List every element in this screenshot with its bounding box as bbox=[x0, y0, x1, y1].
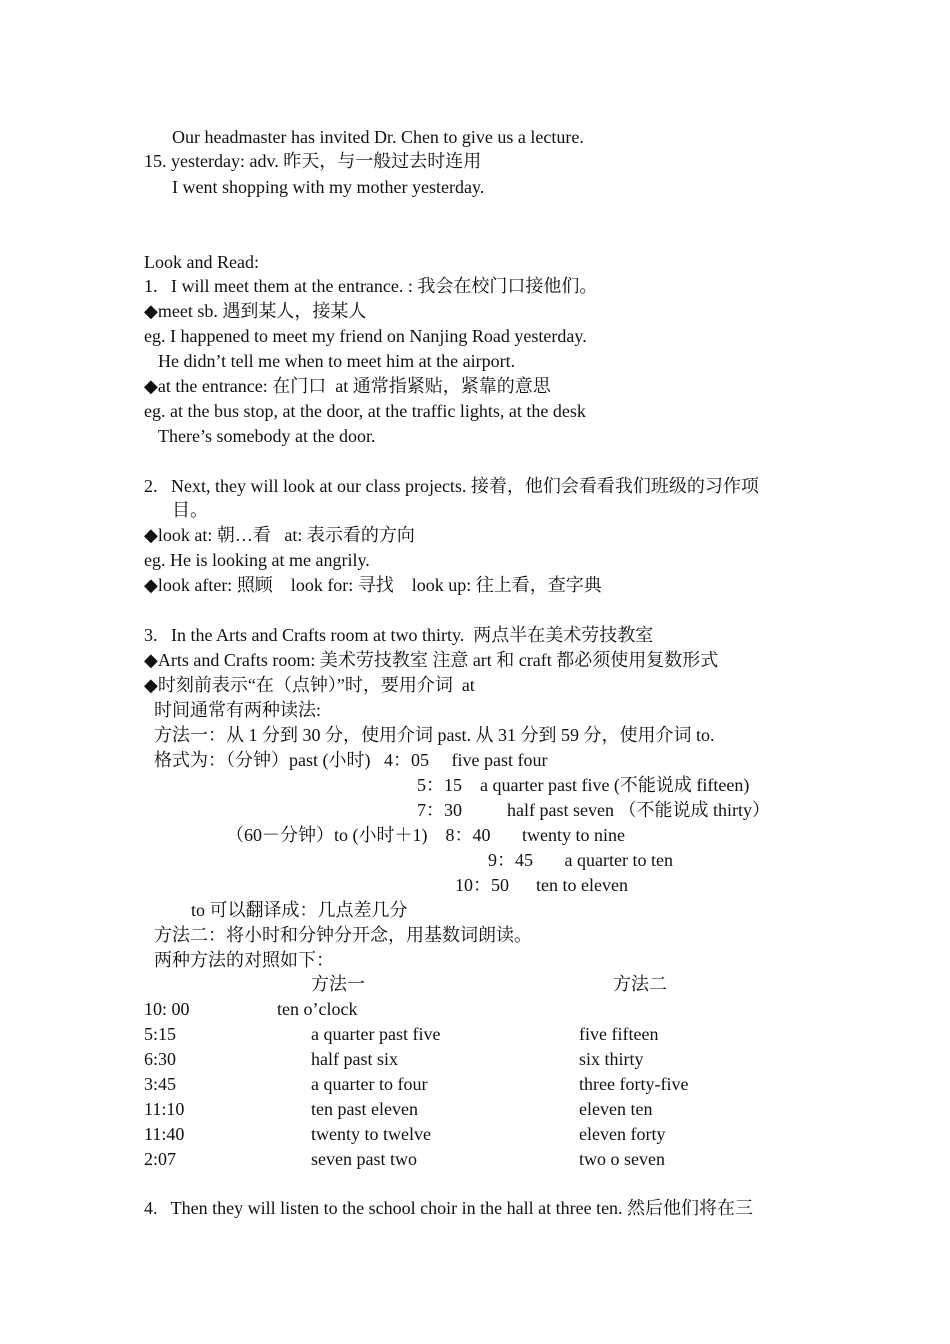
item-1-heading: 1. I will meet them at the entrance. : 我会在校门口接他们。 bbox=[144, 276, 598, 296]
example-sentence: Our headmaster has invited Dr. Chen to give us a lecture. bbox=[172, 127, 584, 147]
method-2-cell: two o seven bbox=[579, 1149, 665, 1169]
time-example: 7：30 half past seven （不能说成 thirty） bbox=[417, 800, 770, 820]
format-to: （60－分钟）to (小时＋1) 8：40 twenty to nine bbox=[226, 825, 625, 845]
column-header-method-1: 方法一 bbox=[311, 974, 365, 994]
method-2-cell: three forty-five bbox=[579, 1074, 689, 1094]
note-line: ◆look at: 朝…看 at: 表示看的方向 bbox=[144, 525, 415, 545]
note-line: to 可以翻译成：几点差几分 bbox=[191, 900, 408, 920]
example-line: eg. I happened to meet my friend on Nanjing Road yesterday. bbox=[144, 326, 587, 346]
item-2-heading: 2. Next, they will look at our class projects. 接着，他们会看看我们班级的习作项 bbox=[144, 476, 759, 496]
time-cell: 6:30 bbox=[144, 1049, 177, 1069]
example-line: eg. at the bus stop, at the door, at the traffic lights, at the desk bbox=[144, 401, 586, 421]
item-3-heading: 3. In the Arts and Crafts room at two thirty. 两点半在美术劳技教室 bbox=[144, 625, 654, 645]
time-example: 9：45 a quarter to ten bbox=[488, 850, 673, 870]
example-sentence: I went shopping with my mother yesterday. bbox=[172, 177, 485, 197]
method-1-cell: seven past two bbox=[311, 1149, 417, 1169]
example-line: There’s somebody at the door. bbox=[158, 426, 376, 446]
method-1-cell: ten past eleven bbox=[311, 1099, 418, 1119]
format-past: 格式为：（分钟）past (小时) 4：05 five past four bbox=[154, 750, 548, 770]
time-example: 10：50 ten to eleven bbox=[455, 875, 628, 895]
time-example: 5：15 a quarter past five (不能说成 fifteen) bbox=[417, 775, 750, 795]
method-2-cell: five fifteen bbox=[579, 1024, 659, 1044]
note-line: ◆meet sb. 遇到某人，接某人 bbox=[144, 301, 367, 321]
item-4-heading: 4. Then they will listen to the school choir in the hall at three ten. 然后他们将在三 bbox=[144, 1198, 754, 1218]
time-cell: 11:40 bbox=[144, 1124, 185, 1144]
example-line: eg. He is looking at me angrily. bbox=[144, 550, 370, 570]
example-line: He didn’t tell me when to meet him at the airport. bbox=[158, 351, 516, 371]
time-cell: 5:15 bbox=[144, 1024, 177, 1044]
time-cell: 10: 00 bbox=[144, 999, 190, 1019]
note-line: ◆at the entrance: 在门口 at 通常指紧贴，紧靠的意思 bbox=[144, 376, 551, 396]
item-2-heading-cont: 目。 bbox=[172, 500, 208, 520]
method-2-cell: eleven ten bbox=[579, 1099, 653, 1119]
time-cell: 2:07 bbox=[144, 1149, 177, 1169]
column-header-method-2: 方法二 bbox=[613, 974, 667, 994]
note-line: ◆时刻前表示“在（点钟）”时，要用介词 at bbox=[144, 675, 475, 695]
method-1-cell: a quarter to four bbox=[311, 1074, 428, 1094]
method-1-cell: twenty to twelve bbox=[311, 1124, 431, 1144]
method-1-cell: half past six bbox=[311, 1049, 398, 1069]
method-2-rule: 方法二：将小时和分钟分开念，用基数词朗读。 bbox=[154, 925, 532, 945]
method-1-cell: ten o’clock bbox=[277, 999, 358, 1019]
method-1-cell: a quarter past five bbox=[311, 1024, 441, 1044]
note-line: 两种方法的对照如下： bbox=[154, 950, 334, 970]
section-title: Look and Read: bbox=[144, 252, 259, 272]
time-cell: 11:10 bbox=[144, 1099, 185, 1119]
note-line: 时间通常有两种读法: bbox=[154, 700, 322, 720]
note-line: ◆Arts and Crafts room: 美术劳技教室 注意 art 和 craft 都必须使用复数形式 bbox=[144, 650, 719, 670]
vocab-item-15: 15. yesterday: adv. 昨天，与一般过去时连用 bbox=[144, 151, 482, 171]
method-2-cell: eleven forty bbox=[579, 1124, 666, 1144]
method-1-rule: 方法一：从 1 分到 30 分，使用介词 past. 从 31 分到 59 分，使用介词 to. bbox=[154, 725, 715, 745]
note-line: ◆look after: 照顾 look for: 寻找 look up: 往上看，查字典 bbox=[144, 575, 602, 595]
time-cell: 3:45 bbox=[144, 1074, 177, 1094]
method-2-cell: six thirty bbox=[579, 1049, 644, 1069]
